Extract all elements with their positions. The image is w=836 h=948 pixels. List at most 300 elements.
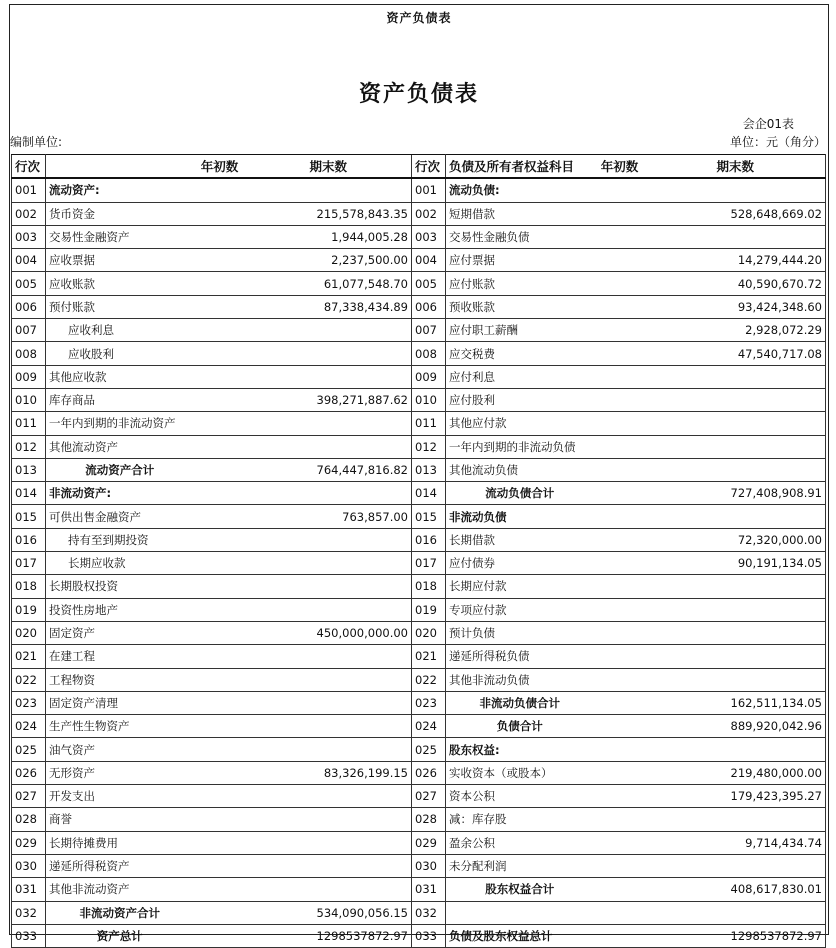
asset-begin	[194, 272, 246, 295]
col-header-line2: 行次	[412, 155, 446, 179]
line-number: 004	[12, 249, 46, 272]
asset-end: 764,447,816.82	[246, 458, 412, 481]
table-row	[12, 878, 826, 901]
asset-item: 无形资产	[46, 761, 194, 784]
liability-item: 其他非流动负债	[446, 668, 594, 691]
liability-item: 负债合计	[446, 715, 594, 738]
liability-item: 非流动负债	[446, 505, 594, 528]
liability-begin	[594, 808, 646, 831]
asset-end	[246, 412, 412, 435]
asset-end	[246, 435, 412, 458]
line-number: 011	[12, 412, 46, 435]
line-number-right: 004	[412, 249, 446, 272]
asset-end: 61,077,548.70	[246, 272, 412, 295]
liability-end: 408,617,830.01	[646, 878, 826, 901]
table-row	[12, 225, 826, 248]
liability-end: 47,540,717.08	[646, 342, 826, 365]
asset-begin	[194, 342, 246, 365]
asset-end: 87,338,434.89	[246, 295, 412, 318]
line-number: 028	[12, 808, 46, 831]
asset-item: 应收票据	[46, 249, 194, 272]
asset-begin	[194, 365, 246, 388]
liability-item: 应付账款	[446, 272, 594, 295]
liability-begin	[594, 225, 646, 248]
liability-item: 其他应付款	[446, 412, 594, 435]
line-number-right: 008	[412, 342, 446, 365]
asset-begin	[194, 715, 246, 738]
line-number: 019	[12, 598, 46, 621]
liability-end: 889,920,042.96	[646, 715, 826, 738]
line-number-right: 020	[412, 621, 446, 644]
table-row	[12, 552, 826, 575]
line-number-right: 011	[412, 412, 446, 435]
liability-end	[646, 178, 826, 202]
asset-item: 生产性生物资产	[46, 715, 194, 738]
liability-item: 其他流动负债	[446, 458, 594, 481]
liability-end	[646, 808, 826, 831]
asset-begin	[194, 458, 246, 481]
asset-begin	[194, 808, 246, 831]
liability-begin	[594, 458, 646, 481]
liability-end: 2,928,072.29	[646, 319, 826, 342]
line-number: 033	[12, 924, 46, 947]
liability-end: 727,408,908.91	[646, 482, 826, 505]
line-number: 022	[12, 668, 46, 691]
line-number-right: 014	[412, 482, 446, 505]
asset-begin	[194, 785, 246, 808]
liability-item: 流动负债合计	[446, 482, 594, 505]
asset-end	[246, 691, 412, 714]
liability-begin	[594, 249, 646, 272]
line-number-right: 028	[412, 808, 446, 831]
line-number: 003	[12, 225, 46, 248]
col-header-asset-item	[46, 155, 194, 179]
asset-item: 其他非流动资产	[46, 878, 194, 901]
asset-item: 其他流动资产	[46, 435, 194, 458]
asset-item: 商誉	[46, 808, 194, 831]
liability-begin	[594, 528, 646, 551]
liability-begin	[594, 598, 646, 621]
liability-item: 股东权益合计	[446, 878, 594, 901]
line-number-right: 012	[412, 435, 446, 458]
asset-end	[246, 715, 412, 738]
line-number: 014	[12, 482, 46, 505]
asset-end: 1298537872.97	[246, 924, 412, 947]
liability-begin	[594, 482, 646, 505]
org-label: 编制单位:	[10, 135, 63, 149]
asset-begin	[194, 738, 246, 761]
asset-item: 持有至到期投资	[46, 528, 194, 551]
table-row	[12, 645, 826, 668]
table-row	[12, 854, 826, 877]
liability-begin	[594, 412, 646, 435]
asset-end	[246, 738, 412, 761]
line-number-right: 002	[412, 202, 446, 225]
liability-begin	[594, 552, 646, 575]
table-row	[12, 668, 826, 691]
asset-item: 一年内到期的非流动资产	[46, 412, 194, 435]
liability-end: 1298537872.97	[646, 924, 826, 947]
asset-end: 398,271,887.62	[246, 388, 412, 411]
asset-item: 交易性金融资产	[46, 225, 194, 248]
asset-end	[246, 178, 412, 202]
liability-begin	[594, 715, 646, 738]
running-header: 资产负债表	[386, 11, 452, 25]
line-number: 013	[12, 458, 46, 481]
liability-end	[646, 854, 826, 877]
asset-begin	[194, 621, 246, 644]
liability-end	[646, 598, 826, 621]
liability-end	[646, 738, 826, 761]
asset-item: 投资性房地产	[46, 598, 194, 621]
line-number-right: 016	[412, 528, 446, 551]
liability-item: 短期借款	[446, 202, 594, 225]
asset-end	[246, 575, 412, 598]
line-number: 025	[12, 738, 46, 761]
asset-end	[246, 365, 412, 388]
liability-begin	[594, 388, 646, 411]
form-number: 会企01表	[742, 117, 794, 131]
liability-begin	[594, 365, 646, 388]
liability-item: 一年内到期的非流动负债	[446, 435, 594, 458]
table-row	[12, 435, 826, 458]
asset-item: 资产总计	[46, 924, 194, 947]
liability-end: 93,424,348.60	[646, 295, 826, 318]
line-number-right: 017	[412, 552, 446, 575]
liability-end	[646, 901, 826, 924]
table-row	[12, 691, 826, 714]
line-number-right: 025	[412, 738, 446, 761]
line-number: 027	[12, 785, 46, 808]
liability-end: 179,423,395.27	[646, 785, 826, 808]
table-row	[12, 202, 826, 225]
liability-end	[646, 668, 826, 691]
table-row	[12, 482, 826, 505]
asset-begin	[194, 295, 246, 318]
liability-end	[646, 412, 826, 435]
asset-begin	[194, 878, 246, 901]
asset-begin	[194, 249, 246, 272]
liability-end	[646, 458, 826, 481]
asset-begin	[194, 435, 246, 458]
liability-begin	[594, 575, 646, 598]
liability-end	[646, 365, 826, 388]
line-number: 002	[12, 202, 46, 225]
liability-begin	[594, 738, 646, 761]
asset-item: 预付账款	[46, 295, 194, 318]
asset-begin	[194, 575, 246, 598]
liability-item: 应付职工薪酬	[446, 319, 594, 342]
liability-end	[646, 388, 826, 411]
asset-end: 534,090,056.15	[246, 901, 412, 924]
line-number-right: 005	[412, 272, 446, 295]
table-row	[12, 575, 826, 598]
table-row	[12, 342, 826, 365]
liability-end: 219,480,000.00	[646, 761, 826, 784]
liability-item: 交易性金融负债	[446, 225, 594, 248]
liability-begin	[594, 668, 646, 691]
line-number-right: 032	[412, 901, 446, 924]
table-row	[12, 319, 826, 342]
line-number: 010	[12, 388, 46, 411]
liability-item: 股东权益:	[446, 738, 594, 761]
asset-begin	[194, 761, 246, 784]
table-row	[12, 621, 826, 644]
asset-begin	[194, 854, 246, 877]
liability-end	[646, 435, 826, 458]
table-row	[12, 388, 826, 411]
line-number: 026	[12, 761, 46, 784]
liability-item: 应交税费	[446, 342, 594, 365]
asset-item: 油气资产	[46, 738, 194, 761]
liability-item	[446, 901, 594, 924]
liability-begin	[594, 645, 646, 668]
line-number: 008	[12, 342, 46, 365]
liability-begin	[594, 761, 646, 784]
asset-begin	[194, 924, 246, 947]
line-number-right: 033	[412, 924, 446, 947]
asset-end: 763,857.00	[246, 505, 412, 528]
asset-begin	[194, 482, 246, 505]
liability-item: 负债及股东权益总计	[446, 924, 594, 947]
asset-end	[246, 831, 412, 854]
liability-item: 盈余公积	[446, 831, 594, 854]
asset-end	[246, 854, 412, 877]
line-number-right: 001	[412, 178, 446, 202]
line-number-right: 024	[412, 715, 446, 738]
liability-begin	[594, 878, 646, 901]
asset-item: 开发支出	[46, 785, 194, 808]
table-row	[12, 295, 826, 318]
liability-item: 应付票据	[446, 249, 594, 272]
liability-item: 递延所得税负债	[446, 645, 594, 668]
table-row	[12, 808, 826, 831]
line-number: 029	[12, 831, 46, 854]
line-number-right: 029	[412, 831, 446, 854]
liability-item: 预收账款	[446, 295, 594, 318]
liability-begin	[594, 272, 646, 295]
liability-begin	[594, 505, 646, 528]
line-number: 009	[12, 365, 46, 388]
line-number: 005	[12, 272, 46, 295]
asset-begin	[194, 691, 246, 714]
balance-sheet-table	[11, 154, 826, 948]
line-number: 017	[12, 552, 46, 575]
liability-begin	[594, 178, 646, 202]
asset-end	[246, 528, 412, 551]
asset-begin	[194, 225, 246, 248]
liability-begin	[594, 621, 646, 644]
liability-begin	[594, 295, 646, 318]
liability-end: 9,714,434.74	[646, 831, 826, 854]
line-number-right: 023	[412, 691, 446, 714]
asset-item: 固定资产	[46, 621, 194, 644]
asset-end: 83,326,199.15	[246, 761, 412, 784]
liability-begin	[594, 785, 646, 808]
liability-begin	[594, 831, 646, 854]
line-number-right: 021	[412, 645, 446, 668]
line-number-right: 007	[412, 319, 446, 342]
liability-item: 长期借款	[446, 528, 594, 551]
liability-begin	[594, 901, 646, 924]
liability-begin	[594, 319, 646, 342]
asset-item: 长期待摊费用	[46, 831, 194, 854]
asset-end: 450,000,000.00	[246, 621, 412, 644]
asset-end	[246, 785, 412, 808]
asset-begin	[194, 645, 246, 668]
line-number: 007	[12, 319, 46, 342]
asset-end: 215,578,843.35	[246, 202, 412, 225]
table-row	[12, 249, 826, 272]
line-number: 001	[12, 178, 46, 202]
asset-end	[246, 668, 412, 691]
unit-label: 单位：元（角分）	[729, 135, 826, 149]
table-row	[12, 178, 826, 202]
liability-end: 40,590,670.72	[646, 272, 826, 295]
liability-item: 流动负债:	[446, 178, 594, 202]
col-header-line: 行次	[12, 155, 46, 179]
line-number-right: 027	[412, 785, 446, 808]
asset-item: 递延所得税资产	[46, 854, 194, 877]
liability-item: 实收资本（或股本）	[446, 761, 594, 784]
line-number-right: 006	[412, 295, 446, 318]
asset-item: 非流动资产合计	[46, 901, 194, 924]
asset-item: 货币资金	[46, 202, 194, 225]
liability-end: 72,320,000.00	[646, 528, 826, 551]
asset-item: 应收股利	[46, 342, 194, 365]
liability-item: 专项应付款	[446, 598, 594, 621]
liability-item: 应付债券	[446, 552, 594, 575]
liability-end: 528,648,669.02	[646, 202, 826, 225]
liability-item: 长期应付款	[446, 575, 594, 598]
line-number: 012	[12, 435, 46, 458]
table-row	[12, 365, 826, 388]
asset-begin	[194, 178, 246, 202]
asset-item: 流动资产:	[46, 178, 194, 202]
table-row	[12, 505, 826, 528]
asset-end	[246, 808, 412, 831]
line-number: 024	[12, 715, 46, 738]
liability-begin	[594, 691, 646, 714]
liability-item: 非流动负债合计	[446, 691, 594, 714]
asset-end	[246, 645, 412, 668]
liability-begin	[594, 202, 646, 225]
asset-item: 长期股权投资	[46, 575, 194, 598]
asset-end	[246, 342, 412, 365]
line-number-right: 015	[412, 505, 446, 528]
asset-item: 应收账款	[46, 272, 194, 295]
asset-item: 其他应收款	[46, 365, 194, 388]
table-row	[12, 412, 826, 435]
asset-item: 应收利息	[46, 319, 194, 342]
line-number: 018	[12, 575, 46, 598]
table-row	[12, 598, 826, 621]
liability-begin	[594, 342, 646, 365]
line-number-right: 026	[412, 761, 446, 784]
asset-item: 流动资产合计	[46, 458, 194, 481]
line-number-right: 022	[412, 668, 446, 691]
asset-begin	[194, 202, 246, 225]
line-number-right: 003	[412, 225, 446, 248]
asset-begin	[194, 528, 246, 551]
asset-end	[246, 878, 412, 901]
line-number-right: 019	[412, 598, 446, 621]
asset-begin	[194, 598, 246, 621]
col-header-liab-item: 负债及所有者权益科目	[446, 155, 594, 179]
col-header-end: 期末数	[246, 155, 412, 179]
col-header-begin: 年初数	[194, 155, 246, 179]
liability-end	[646, 575, 826, 598]
asset-end	[246, 319, 412, 342]
document-title: 资产负债表	[358, 82, 479, 107]
liability-end	[646, 645, 826, 668]
liability-end	[646, 225, 826, 248]
asset-begin	[194, 388, 246, 411]
table-row	[12, 831, 826, 854]
table-row	[12, 901, 826, 924]
table-row	[12, 924, 826, 947]
asset-item: 工程物资	[46, 668, 194, 691]
col-header-begin2: 年初数	[594, 155, 646, 179]
liability-item: 未分配利润	[446, 854, 594, 877]
table-row	[12, 458, 826, 481]
asset-item: 非流动资产:	[46, 482, 194, 505]
asset-begin	[194, 552, 246, 575]
asset-item: 长期应收款	[46, 552, 194, 575]
asset-item: 在建工程	[46, 645, 194, 668]
asset-begin	[194, 668, 246, 691]
line-number: 006	[12, 295, 46, 318]
asset-end	[246, 482, 412, 505]
asset-item: 可供出售金融资产	[46, 505, 194, 528]
liability-end: 90,191,134.05	[646, 552, 826, 575]
liability-item: 减：库存股	[446, 808, 594, 831]
liability-end: 14,279,444.20	[646, 249, 826, 272]
liability-begin	[594, 435, 646, 458]
line-number-right: 031	[412, 878, 446, 901]
line-number-right: 018	[412, 575, 446, 598]
asset-end	[246, 598, 412, 621]
liability-item: 应付股利	[446, 388, 594, 411]
line-number-right: 009	[412, 365, 446, 388]
line-number-right: 010	[412, 388, 446, 411]
line-number: 021	[12, 645, 46, 668]
table-header-row	[12, 155, 826, 179]
table-row	[12, 715, 826, 738]
line-number-right: 030	[412, 854, 446, 877]
line-number: 015	[12, 505, 46, 528]
col-header-end2: 期末数	[646, 155, 826, 179]
asset-end: 1,944,005.28	[246, 225, 412, 248]
asset-end	[246, 552, 412, 575]
line-number: 023	[12, 691, 46, 714]
table-row	[12, 738, 826, 761]
liability-begin	[594, 924, 646, 947]
liability-item: 资本公积	[446, 785, 594, 808]
line-number: 031	[12, 878, 46, 901]
asset-begin	[194, 901, 246, 924]
table-row	[12, 761, 826, 784]
liability-item: 应付利息	[446, 365, 594, 388]
asset-begin	[194, 412, 246, 435]
line-number: 030	[12, 854, 46, 877]
asset-item: 库存商品	[46, 388, 194, 411]
table-row	[12, 785, 826, 808]
asset-begin	[194, 319, 246, 342]
liability-end	[646, 505, 826, 528]
table-row	[12, 272, 826, 295]
line-number: 020	[12, 621, 46, 644]
